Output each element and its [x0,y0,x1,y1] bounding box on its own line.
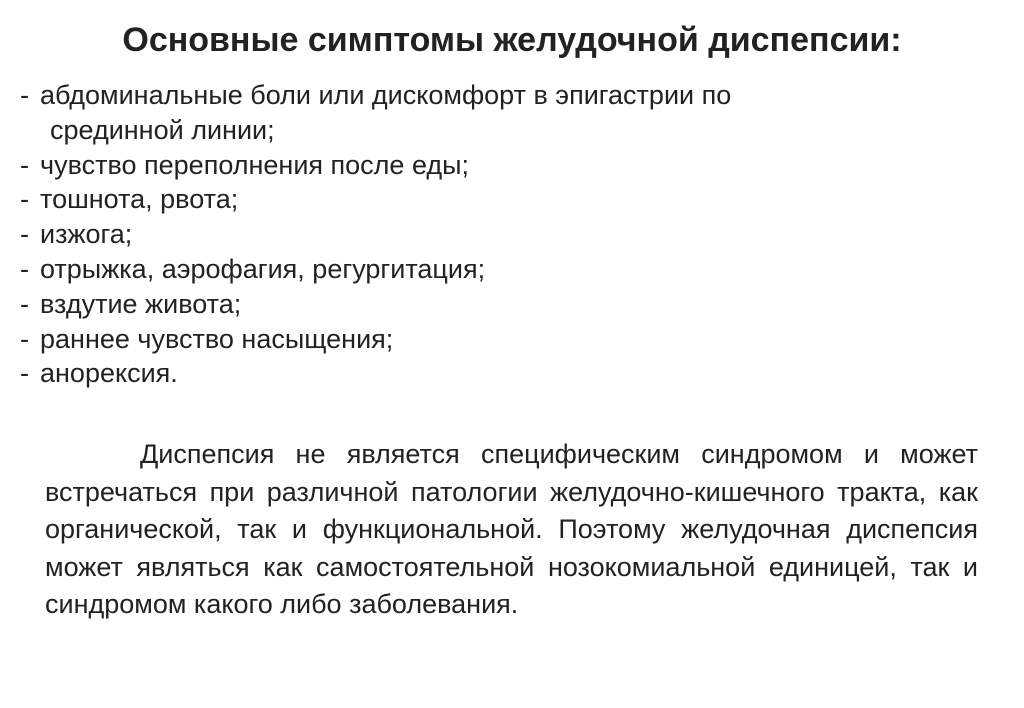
list-dash: - [20,184,29,215]
symptom-item [20,322,980,357]
symptom-item [20,78,980,148]
symptom-text: отрыжка, аэрофагия, регургитация; [40,253,486,284]
symptom-text: вздутие живота; [40,288,242,319]
symptom-item [20,148,980,183]
summary-paragraph: Диспепсия не является специфическим синдромом и может встречаться при различной патологии желудочно-кишечного тракта, как органической, так и функциональной. Поэтому желудочная диспепсия может являться как самостоятельной нозокомиальной единицей, так и синдромом какого либо заболевания. [45,439,978,620]
symptom-text: чувство переполнения после еды; [40,149,470,180]
slide-title: Основные симптомы желудочной диспепсии: [122,21,902,59]
list-dash: - [20,253,29,284]
symptom-item [20,182,980,217]
symptom-text: тошнота, рвота; [40,184,239,215]
symptom-item [20,217,980,252]
symptom-list [20,78,980,391]
symptom-text: изжога; [40,219,133,250]
list-dash: - [20,80,29,110]
list-dash: - [20,149,29,180]
list-dash: - [20,323,29,354]
list-dash: - [20,288,29,319]
symptom-item [20,356,980,391]
symptom-item [20,252,980,287]
symptom-text-line-2: срединной линии; [50,114,275,145]
symptom-text: раннее чувство насыщения; [40,323,394,354]
symptom-text: анорексия. [40,358,178,389]
list-dash: - [20,219,29,250]
symptom-item [20,287,980,322]
symptom-text [40,78,870,148]
list-dash: - [20,358,29,389]
symptom-text-line-1: абдоминальные боли или дискомфорт в эпигастрии по [40,80,732,110]
